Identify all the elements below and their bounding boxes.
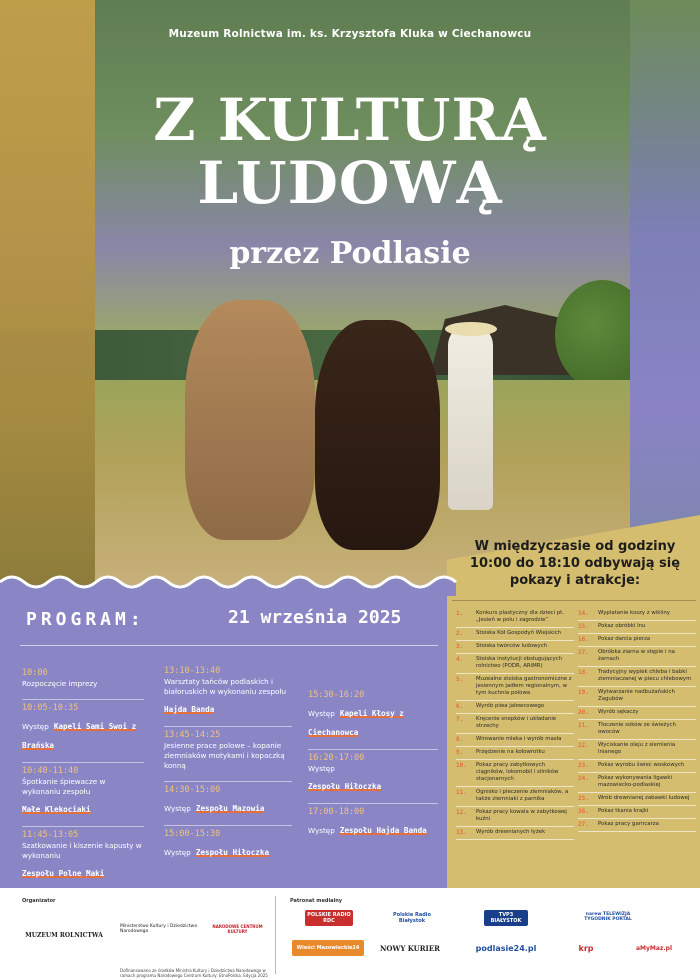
attraction-text: Wyrób sękaczy xyxy=(598,709,639,715)
program-event xyxy=(164,663,292,716)
attraction-text: Przędzenie na kołowrotku xyxy=(476,749,545,755)
attraction-number: 14. xyxy=(578,610,589,617)
event-time: 15:00-15:30 xyxy=(164,829,221,839)
event-text: Śpotkanie śpiewacze w wykonaniu zespołu xyxy=(22,777,106,796)
wiesci-mazowieckie-logo: Wieści Mazowieckie24 xyxy=(292,940,364,956)
attraction-number: 13. xyxy=(456,829,467,836)
program-event xyxy=(164,726,292,771)
attraction-item xyxy=(456,807,574,827)
hero-left-band xyxy=(0,0,95,585)
attraction-number: 22. xyxy=(578,742,589,749)
attraction-number: 17. xyxy=(578,649,589,656)
farmer-hat xyxy=(445,322,497,336)
attraction-item xyxy=(578,621,696,634)
event-time: 13:45-14:25 xyxy=(164,730,221,740)
attraction-number: 4. xyxy=(456,656,464,663)
attraction-number: 16. xyxy=(578,636,589,643)
attraction-text: Wyrób piwa jałowcowego xyxy=(476,703,545,709)
attractions-list-1 xyxy=(456,608,574,840)
event-time: 14:30-15:00 xyxy=(164,785,221,795)
attraction-item xyxy=(578,667,696,687)
podlasie24-logo: podlasie24.pl xyxy=(475,943,537,953)
event-text: Rozpoczęcie imprezy xyxy=(22,679,98,688)
attraction-item xyxy=(578,608,696,621)
attraction-item xyxy=(578,760,696,773)
attraction-number: 18. xyxy=(578,669,589,676)
attraction-item xyxy=(578,793,696,806)
attraction-item xyxy=(456,641,574,654)
farmer xyxy=(448,325,493,510)
attraction-item xyxy=(456,674,574,701)
attraction-text: Muzealne stoiska gastronomiczne z jesiennym jadłem regionalnym, w tym kuchnia polowa xyxy=(476,676,572,696)
mymaz-logo: aMyMaz.pl xyxy=(635,944,673,952)
event-text: Jesienne prace polowe – kopanie ziemniaków motykami i kopaczką konną xyxy=(164,741,285,770)
museum-name: Muzeum Rolnictwa im. ks. Krzysztofa Kluka w Ciechanowcu xyxy=(168,28,532,40)
attraction-number: 26. xyxy=(578,808,589,815)
event-text: Szatkowanie i kiszenie kapusty w wykonaniu xyxy=(22,841,142,860)
attraction-number: 19. xyxy=(578,689,589,696)
program-column-2 xyxy=(164,663,292,869)
event-time: 15:30-16:20 xyxy=(308,690,365,700)
event-performer: Zespołu Mazowia xyxy=(195,804,265,813)
attraction-number: 12. xyxy=(456,809,467,816)
attraction-item xyxy=(456,747,574,760)
attraction-item xyxy=(456,714,574,734)
program-event xyxy=(308,687,438,739)
attraction-text: Pokaz pracy kowala w zabytkowej kuźni xyxy=(476,809,567,822)
attraction-item xyxy=(578,819,696,832)
hero-right-band xyxy=(630,0,700,585)
attraction-item xyxy=(578,720,696,740)
funding-note: Dofinansowano ze środków Ministra Kultury i Dziedzictwa Narodowego w ramach programu Narodowego Centrum Kultury: EtnoPolska. Edycja 2025 xyxy=(120,968,268,978)
attraction-item xyxy=(456,608,574,628)
ncn-logo: NARODOWE CENTRUM KULTURY xyxy=(212,924,263,934)
attraction-text: Pokaz obróbki lnu xyxy=(598,623,646,629)
event-text: Występ xyxy=(164,848,191,857)
event-time: 16:20-17:00 xyxy=(308,753,365,763)
event-text: Występ xyxy=(308,764,335,773)
attraction-item xyxy=(578,806,696,819)
attraction-item xyxy=(578,740,696,760)
attraction-number: 9. xyxy=(456,749,464,756)
attraction-number: 7. xyxy=(456,716,464,723)
museum-logo: MUZEUM ROLNICTWA xyxy=(25,931,103,939)
attraction-item xyxy=(456,628,574,641)
event-text: Występ xyxy=(308,826,335,835)
attraction-number: 25. xyxy=(578,795,589,802)
event-text: Warsztaty tańców podlaskich i białoruskich w wykonaniu zespołu xyxy=(164,677,287,696)
attraction-item xyxy=(456,654,574,674)
narew-logo: narew TELEWIZJA TYGODNIK PORTAL xyxy=(584,912,632,922)
event-performer: Kapeli Kłosy z Ciechanowca xyxy=(308,709,404,737)
attraction-item xyxy=(578,634,696,647)
attraction-item xyxy=(456,701,574,714)
attraction-text: Pokaz wykonywania ligawki mazowiecko-podlaskiej xyxy=(598,775,673,788)
attraction-number: 20. xyxy=(578,709,589,716)
event-time: 13:10-13:40 xyxy=(164,666,221,676)
attraction-text: Pokaz tkania krajki xyxy=(598,808,649,814)
attraction-text: Wyciskanie oleju z siemienia lnianego xyxy=(598,742,676,755)
attraction-item xyxy=(578,687,696,707)
attraction-number: 5. xyxy=(456,676,464,683)
krp-logo: krp xyxy=(578,943,594,953)
event-text: Występ xyxy=(164,804,191,813)
event-time: 10:05-10:35 xyxy=(22,703,79,713)
program-event xyxy=(308,803,438,837)
program-event xyxy=(164,825,292,859)
attraction-item xyxy=(456,734,574,747)
divider xyxy=(275,896,276,974)
event-performer: Małe Klekociaki xyxy=(22,805,91,814)
attraction-item xyxy=(578,647,696,667)
attraction-number: 24. xyxy=(578,775,589,782)
attraction-text: Obróbka ziarna w stępie i na żarnach xyxy=(598,649,675,662)
horse-dark xyxy=(315,320,440,550)
radio-bialystok-logo: Polskie Radio Białystok xyxy=(393,912,431,924)
attraction-text: Stoiska Kół Gospodyń Wiejskich xyxy=(476,630,562,636)
event-performer: Kapeli Sami Swoi z Brańska xyxy=(22,722,137,750)
organizer-label: Organizator xyxy=(22,898,56,904)
attraction-text: Wyrób drewnianych łyżek xyxy=(476,829,546,835)
divider xyxy=(452,600,696,601)
event-performer: Zespołu Hiłoczka xyxy=(308,782,382,791)
title-line-2: LUDOWĄ xyxy=(197,149,503,217)
attraction-number: 6. xyxy=(456,703,464,710)
horse-light xyxy=(185,300,315,540)
event-performer: Zespołu Hajda Banda xyxy=(339,826,427,835)
event-time: 11:45-13:05 xyxy=(22,830,79,840)
attraction-text: Pokaz pracy zabytkowych ciągników, lokomobil i silników stacjonarnych xyxy=(476,762,559,782)
attraction-text: Wyplatanie koszy z wikliny xyxy=(598,610,670,616)
attraction-number: 3. xyxy=(456,643,464,650)
program-panel xyxy=(0,585,447,888)
attraction-number: 1. xyxy=(456,610,464,617)
attraction-text: Wrób drewnianej zabawki ludowej xyxy=(598,795,690,801)
attraction-number: 15. xyxy=(578,623,589,630)
attraction-number: 2. xyxy=(456,630,464,637)
divider xyxy=(20,645,438,646)
footer xyxy=(0,888,700,980)
attraction-item xyxy=(456,760,574,787)
program-event xyxy=(22,665,144,689)
attraction-number: 10. xyxy=(456,762,467,769)
attraction-text: Konkurs plastyczny dla dzieci pt. „Jesień w polu i zagrodzie” xyxy=(476,610,564,623)
attraction-number: 11. xyxy=(456,789,467,796)
ministry-logo: Ministerstwo Kultury i Dziedzictwa Narodowego xyxy=(120,924,197,934)
program-event xyxy=(308,749,438,793)
attraction-number: 27. xyxy=(578,821,589,828)
program-event xyxy=(22,762,144,816)
attraction-text: Stoiska twórców ludowych xyxy=(476,643,548,649)
attraction-item xyxy=(578,707,696,720)
attraction-text: Tradycyjny wypiek chleba i babki ziemniaczanej w piecu chlebowym xyxy=(598,669,692,682)
attraction-number: 23. xyxy=(578,762,589,769)
attraction-text: Tłoczenie soków ze świeżych owoców xyxy=(598,722,676,735)
attraction-text: Wirowanie mleka i wyrób masła xyxy=(476,736,562,742)
attractions-list-2 xyxy=(578,608,696,832)
program-label: PROGRAM: xyxy=(26,609,145,630)
attraction-item xyxy=(456,787,574,807)
rdc-logo: POLSKIE RADIO RDC xyxy=(305,910,353,926)
event-time: 10:00 xyxy=(22,668,48,678)
event-performer: Hajda Banda xyxy=(164,705,215,714)
attraction-text: Pokaz darcia pierza xyxy=(598,636,651,642)
event-performer: Zespołu Polne Maki xyxy=(22,869,105,878)
attraction-text: Ognisko i pieczenie ziemniaków, a także ziemniaki z parnika xyxy=(476,789,569,802)
event-time: 17:00-18:00 xyxy=(308,807,365,817)
media-label: Patronat medialny xyxy=(290,898,343,904)
attraction-item xyxy=(456,827,574,840)
attraction-item xyxy=(578,773,696,793)
attraction-text: Wytwarzanie nadbużańskich Zagubów xyxy=(598,689,675,702)
program-column-3 xyxy=(308,687,438,847)
program-date: 21 września 2025 xyxy=(228,607,402,628)
event-text: Występ xyxy=(22,722,49,731)
program-column-1 xyxy=(22,665,144,890)
program-event xyxy=(22,826,144,880)
nowy-kurier-logo: NOWY KURIER xyxy=(380,943,440,953)
attraction-text: Pokaz pracy garncarza xyxy=(598,821,659,827)
attractions-title: W międzyczasie od godziny 10:00 do 18:10 odbywają się pokazy i atrakcje: xyxy=(469,539,681,588)
subtitle: przez Podlasie xyxy=(229,236,471,271)
attraction-number: 21. xyxy=(578,722,589,729)
title-line-1: Z KULTURĄ xyxy=(153,86,547,154)
program-event xyxy=(22,699,144,752)
wave-divider xyxy=(0,568,700,596)
attraction-text: Kręcenie snopków i układanie strzechy xyxy=(476,716,557,729)
program-event xyxy=(164,781,292,815)
attraction-number: 8. xyxy=(456,736,464,743)
attraction-text: Stoiska instytucji obsługujących rolnictwo (PODR, ARiMR) xyxy=(476,656,563,669)
event-time: 10:40-11:40 xyxy=(22,766,79,776)
event-text: Występ xyxy=(308,709,335,718)
attraction-text: Pokaz wyrobu świec woskowych xyxy=(598,762,685,768)
tvp3-logo: TVP3 BIAŁYSTOK xyxy=(484,910,528,926)
event-performer: Zespołu Hiłoczka xyxy=(195,848,270,857)
